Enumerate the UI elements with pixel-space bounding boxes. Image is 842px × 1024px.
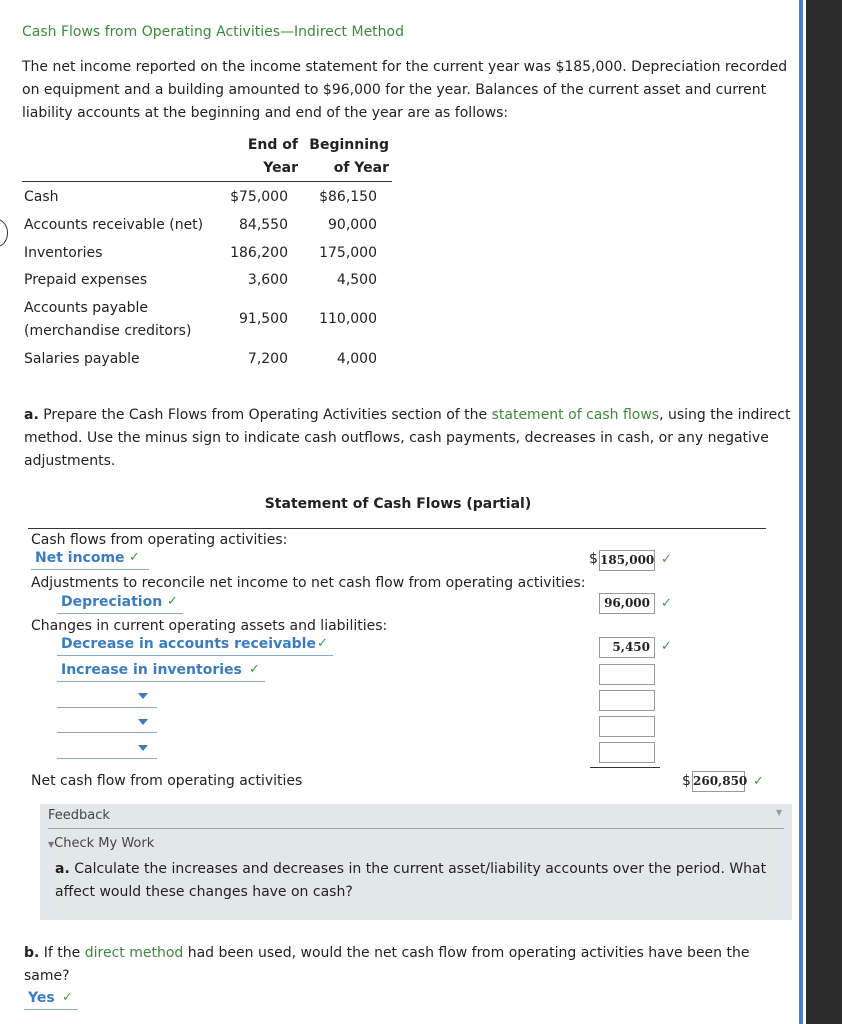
net-income-label: Net income xyxy=(35,550,125,566)
row-end-value: 91,500 xyxy=(239,311,288,327)
depreciation-select[interactable] xyxy=(57,594,183,614)
feedback-letter: a. xyxy=(55,861,70,877)
col-end-header-2: Year xyxy=(263,160,298,176)
problem-title: Cash Flows from Operating Activities—Indirect Method xyxy=(22,24,404,40)
increase-inventories-label: Increase in inventories xyxy=(61,662,242,678)
statement-rule xyxy=(28,528,766,529)
row-end-value: $75,000 xyxy=(230,189,288,205)
depreciation-input[interactable]: 96,000 xyxy=(599,593,655,614)
side-panel xyxy=(806,0,842,1024)
row-label: Accounts receivable (net) xyxy=(24,217,204,233)
statement-title: Statement of Cash Flows (partial) xyxy=(264,496,532,512)
check-icon: ✓ xyxy=(661,552,672,567)
part-a-instructions xyxy=(24,404,799,473)
dollar-sign: $ xyxy=(682,773,691,789)
feedback-title[interactable]: Feedback xyxy=(48,808,110,823)
check-my-work-label: Check My Work xyxy=(54,836,155,851)
feedback-text xyxy=(55,858,775,904)
part-b-text-after: had been used, would the net cash flow from operating activities have been the same? xyxy=(24,945,750,984)
row-begin-value: 4,000 xyxy=(336,351,377,367)
check-icon: ✓ xyxy=(167,594,178,609)
adjustment-input-empty[interactable] xyxy=(599,716,655,737)
col-end-header-1: End of xyxy=(247,137,298,153)
adjustment-select-empty[interactable] xyxy=(57,688,157,708)
part-a-text-after: , using the indirect method. Use the minus sign to indicate cash outflows, cash payments, decreases in cash, or any negative adjustments. xyxy=(24,407,791,469)
dollar-sign: $ xyxy=(589,551,598,567)
increase-inventories-input[interactable] xyxy=(599,664,655,685)
scrollbar[interactable] xyxy=(799,0,803,1024)
direct-method-link[interactable]: direct method xyxy=(84,945,184,961)
row-begin-value: 4,500 xyxy=(336,272,377,288)
row-label: Inventories xyxy=(24,245,103,261)
changes-label: Changes in current operating assets and liabilities: xyxy=(31,618,388,634)
depreciation-label: Depreciation xyxy=(61,594,163,610)
adjustment-input-empty[interactable] xyxy=(599,742,655,763)
statement-of-cash-flows-link[interactable]: statement of cash flows xyxy=(491,407,660,423)
part-b-answer-select[interactable] xyxy=(24,990,78,1010)
check-icon: ✓ xyxy=(317,636,328,651)
adjustments-label: Adjustments to reconcile net income to net cash flow from operating activities: xyxy=(31,575,586,591)
collapse-icon[interactable]: ▼ xyxy=(776,808,783,817)
decrease-ar-label: Decrease in accounts receivable xyxy=(61,636,316,652)
row-begin-value: 90,000 xyxy=(328,217,377,233)
col-begin-header-2: of Year xyxy=(333,160,389,176)
adjustment-select-empty[interactable] xyxy=(57,739,157,759)
problem-intro: The net income reported on the income statement for the current year was $185,000. Depreciation recorded on equipment and a building amounted to $96,000 for the year. Balances of the current asset and current liability accounts at the beginning and end of the year are as follows: xyxy=(22,59,788,121)
check-icon: ✓ xyxy=(249,662,260,677)
row-end-value: 84,550 xyxy=(239,217,288,233)
part-b-answer: Yes xyxy=(28,990,55,1006)
row-label: Cash xyxy=(24,189,59,205)
adjustment-input-empty[interactable] xyxy=(599,690,655,711)
chevron-down-icon xyxy=(138,693,148,699)
decrease-ar-input[interactable]: 5,450 xyxy=(599,637,655,658)
part-b-text: If the xyxy=(43,945,81,961)
check-my-work-toggle[interactable] xyxy=(48,836,154,851)
check-icon: ✓ xyxy=(661,596,672,611)
caret-down-icon: ▼ xyxy=(48,840,55,849)
row-label: Accounts payable xyxy=(24,300,148,316)
part-a-letter: a. xyxy=(24,407,39,423)
row-begin-value: $86,150 xyxy=(319,189,377,205)
check-icon: ✓ xyxy=(62,990,73,1005)
check-icon: ✓ xyxy=(661,639,672,654)
side-tab[interactable] xyxy=(0,219,8,247)
feedback-body: Calculate the increases and decreases in the current asset/liability accounts over the period. What affect would these changes have on cash? xyxy=(55,861,767,900)
col-begin-header-1: Beginning xyxy=(309,137,389,153)
chevron-down-icon xyxy=(138,745,148,751)
operating-header: Cash flows from operating activities: xyxy=(31,532,288,548)
part-b-letter: b. xyxy=(24,945,40,961)
row-begin-value: 110,000 xyxy=(319,311,377,327)
decrease-ar-select[interactable] xyxy=(57,636,333,656)
check-icon: ✓ xyxy=(753,774,764,789)
increase-inventories-select[interactable] xyxy=(57,662,265,682)
row-label: Salaries payable xyxy=(24,351,140,367)
check-icon: ✓ xyxy=(129,550,140,565)
net-income-select[interactable] xyxy=(31,550,149,570)
part-a-text: Prepare the Cash Flows from Operating Activities section of the xyxy=(43,407,488,423)
net-cash-input[interactable]: 260,850 xyxy=(692,771,745,792)
part-b-question xyxy=(24,942,794,988)
row-end-value: 186,200 xyxy=(230,245,288,261)
chevron-down-icon xyxy=(138,719,148,725)
adjustment-select-empty[interactable] xyxy=(57,713,157,733)
row-end-value: 7,200 xyxy=(247,351,288,367)
row-end-value: 3,600 xyxy=(247,272,288,288)
net-income-input[interactable]: 185,000 xyxy=(599,550,655,571)
subtotal-rule xyxy=(590,767,660,768)
net-cash-label: Net cash flow from operating activities xyxy=(31,773,303,789)
row-label: Prepaid expenses xyxy=(24,272,148,288)
row-begin-value: 175,000 xyxy=(319,245,377,261)
row-label: (merchandise creditors) xyxy=(24,323,192,339)
feedback-rule xyxy=(48,828,784,829)
table-header-rule xyxy=(22,181,392,182)
